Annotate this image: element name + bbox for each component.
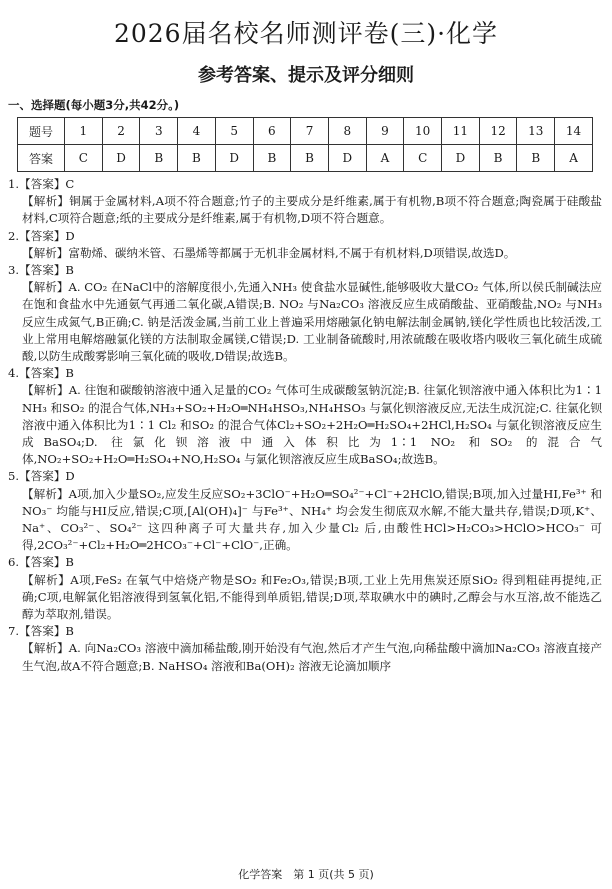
answer-cell: D	[328, 145, 366, 172]
section-heading: 一、选择题(每小题3分,共42分。)	[8, 98, 180, 112]
question-number-cell: 13	[517, 118, 555, 145]
question-number-cell: 14	[555, 118, 593, 145]
question-number-cell: 6	[253, 118, 291, 145]
answer-label: 3.【答案】B	[8, 263, 74, 278]
explanation-text: 【解析】A. 向Na₂CO₃ 溶液中滴加稀盐酸,刚开始没有气泡,然后才产生气泡,向稀盐酸中滴加Na₂CO₃ 溶液直接产生气泡,故A不符合题意;B. NaHSO₄ 溶液和Ba(OH)₂ 溶液无论滴加顺序	[22, 641, 602, 673]
question-block	[8, 228, 602, 262]
answer-cell: A	[366, 145, 404, 172]
question-number-cell: 1	[65, 118, 103, 145]
explanation-text: 【解析】A. 往饱和碳酸钠溶液中通入足量的CO₂ 气体可生成碳酸氢钠沉淀;B. 往氯化钡溶液中通入体积比为1∶1 NH₃ 和SO₂ 的混合气体,NH₃+SO₂+H₂O═NH₄HSO₃,NH₄HSO₃ 与氯化钡溶液反应,无法生成沉淀;C. 往氯化钡溶液中通入体积比为1∶1 Cl₂ 和SO₂ 的混合气体Cl₂+SO₂+2H₂O═H₂SO₄+2HCl,H₂SO₄ 与氯化钡溶液反应生成BaSO₄;D. 往氯化钡溶液中通入体积比为1∶1 NO₂ 和SO₂ 的混合气体,NO₂+SO₂+H₂O═H₂SO₄+NO,H₂SO₄ 与氯化钡溶液反应生成BaSO₄;故选B。	[22, 383, 602, 467]
answer-cell: D	[102, 145, 140, 172]
explanation-text: 【解析】铜属于金属材料,A项不符合题意;竹子的主要成分是纤维素,属于有机物,B项不符合题意;陶瓷属于硅酸盐材料,C项符合题意;纸的主要成分是纤维素,属于有机物,D项不符合题意。	[22, 194, 602, 226]
question-number-cell: 5	[215, 118, 253, 145]
answer-cell: B	[517, 145, 555, 172]
explanation-text: 【解析】富勒烯、碳纳米管、石墨烯等都属于无机非金属材料,不属于有机材料,D项错误,故选D。	[22, 245, 516, 260]
answer-table	[17, 117, 593, 172]
question-number-cell: 10	[404, 118, 442, 145]
answer-label: 6.【答案】B	[8, 555, 74, 570]
question-number-cell: 8	[328, 118, 366, 145]
page-footer: 化学答案 第 1 页(共 5 页)	[238, 868, 374, 881]
answer-cell: B	[140, 145, 178, 172]
answer-cell: C	[404, 145, 442, 172]
explanation-text: 【解析】A项,FeS₂ 在氧气中焙烧产物是SO₂ 和Fe₂O₃,错误;B项,工业上先用焦炭还原SiO₂ 得到粗硅再提纯,正确;C项,电解氯化铝溶液得到氢氧化铝,不能得到单质铝,错误;D项,萃取碘水中的碘时,乙醇会与水互溶,故不能选乙醇为萃取剂,错误。	[22, 572, 602, 622]
question-number-cell: 2	[102, 118, 140, 145]
question-block	[8, 623, 602, 675]
question-block	[8, 262, 602, 365]
question-number-cell: 12	[479, 118, 517, 145]
answer-cell: C	[65, 145, 103, 172]
explanation-text: 【解析】A项,加入少量SO₂,应发生反应SO₂+3ClO⁻+H₂O═SO₄²⁻+Cl⁻+2HClO,错误;B项,加入过量HI,Fe³⁺ 和NO₃⁻ 均能与HI反应,错误;C项,[Al(OH)₄]⁻ 与Fe³⁺、NH₄⁺ 均会发生彻底双水解,不能大量共存,错误;D项,K⁺、Na⁺、CO₃²⁻、SO₄²⁻ 这四种离子可大量共存,加入少量Cl₂ 后,由酸性HCl>H₂CO₃>HClO>HCO₃⁻ 可得,2CO₃²⁻+Cl₂+H₂O═2HCO₃⁻+Cl⁻+ClO⁻,正确。	[22, 486, 602, 553]
row-label: 答案	[18, 145, 65, 172]
answer-cell: B	[178, 145, 216, 172]
answer-row	[18, 145, 593, 172]
page-subtitle: 参考答案、提示及评分细则	[198, 65, 414, 86]
page-title: 2026届名校名师测评卷(三)·化学	[113, 19, 499, 48]
answer-cell: B	[253, 145, 291, 172]
question-number-row	[18, 118, 593, 145]
question-block	[8, 176, 602, 228]
answer-label: 5.【答案】D	[8, 469, 75, 484]
answer-label: 7.【答案】B	[8, 624, 74, 639]
question-number-cell: 9	[366, 118, 404, 145]
explanations	[8, 176, 602, 675]
answer-cell: B	[291, 145, 329, 172]
explanation-text: 【解析】A. CO₂ 在NaCl中的溶解度很小,先通入NH₃ 使食盐水显碱性,能够吸收大量CO₂ 气体,所以侯氏制碱法应在饱和食盐水中先通氨气再通二氧化碳,A错误;B. NO₂ 与Na₂CO₃ 溶液反应生成硝酸盐、亚硝酸盐,NO₂ 与NH₃ 反应生成氮气,B正确;C. 钠是活泼金属,当前工业上普遍采用熔融氯化钠电解法制金属钠,镁化学性质也比较活泼,工业上常用电解熔融氯化镁的方法制取金属镁,C错误;D. 工业制备硫酸时,用浓硫酸在吸收塔内吸收三氧化硫生成硫酸,以防生成酸雾影响三氧化硫的吸收,D错误;故选B。	[22, 280, 602, 364]
question-block	[8, 468, 602, 554]
question-block	[8, 365, 602, 468]
question-number-cell: 3	[140, 118, 178, 145]
row-label: 题号	[18, 118, 65, 145]
question-number-cell: 4	[178, 118, 216, 145]
question-block	[8, 554, 602, 623]
answer-label: 2.【答案】D	[8, 228, 75, 243]
answer-cell: A	[555, 145, 593, 172]
answer-label: 4.【答案】B	[8, 366, 74, 381]
answer-cell: D	[215, 145, 253, 172]
answer-cell: D	[442, 145, 480, 172]
question-number-cell: 11	[442, 118, 480, 145]
question-number-cell: 7	[291, 118, 329, 145]
answer-cell: B	[479, 145, 517, 172]
answer-label: 1.【答案】C	[8, 177, 75, 191]
